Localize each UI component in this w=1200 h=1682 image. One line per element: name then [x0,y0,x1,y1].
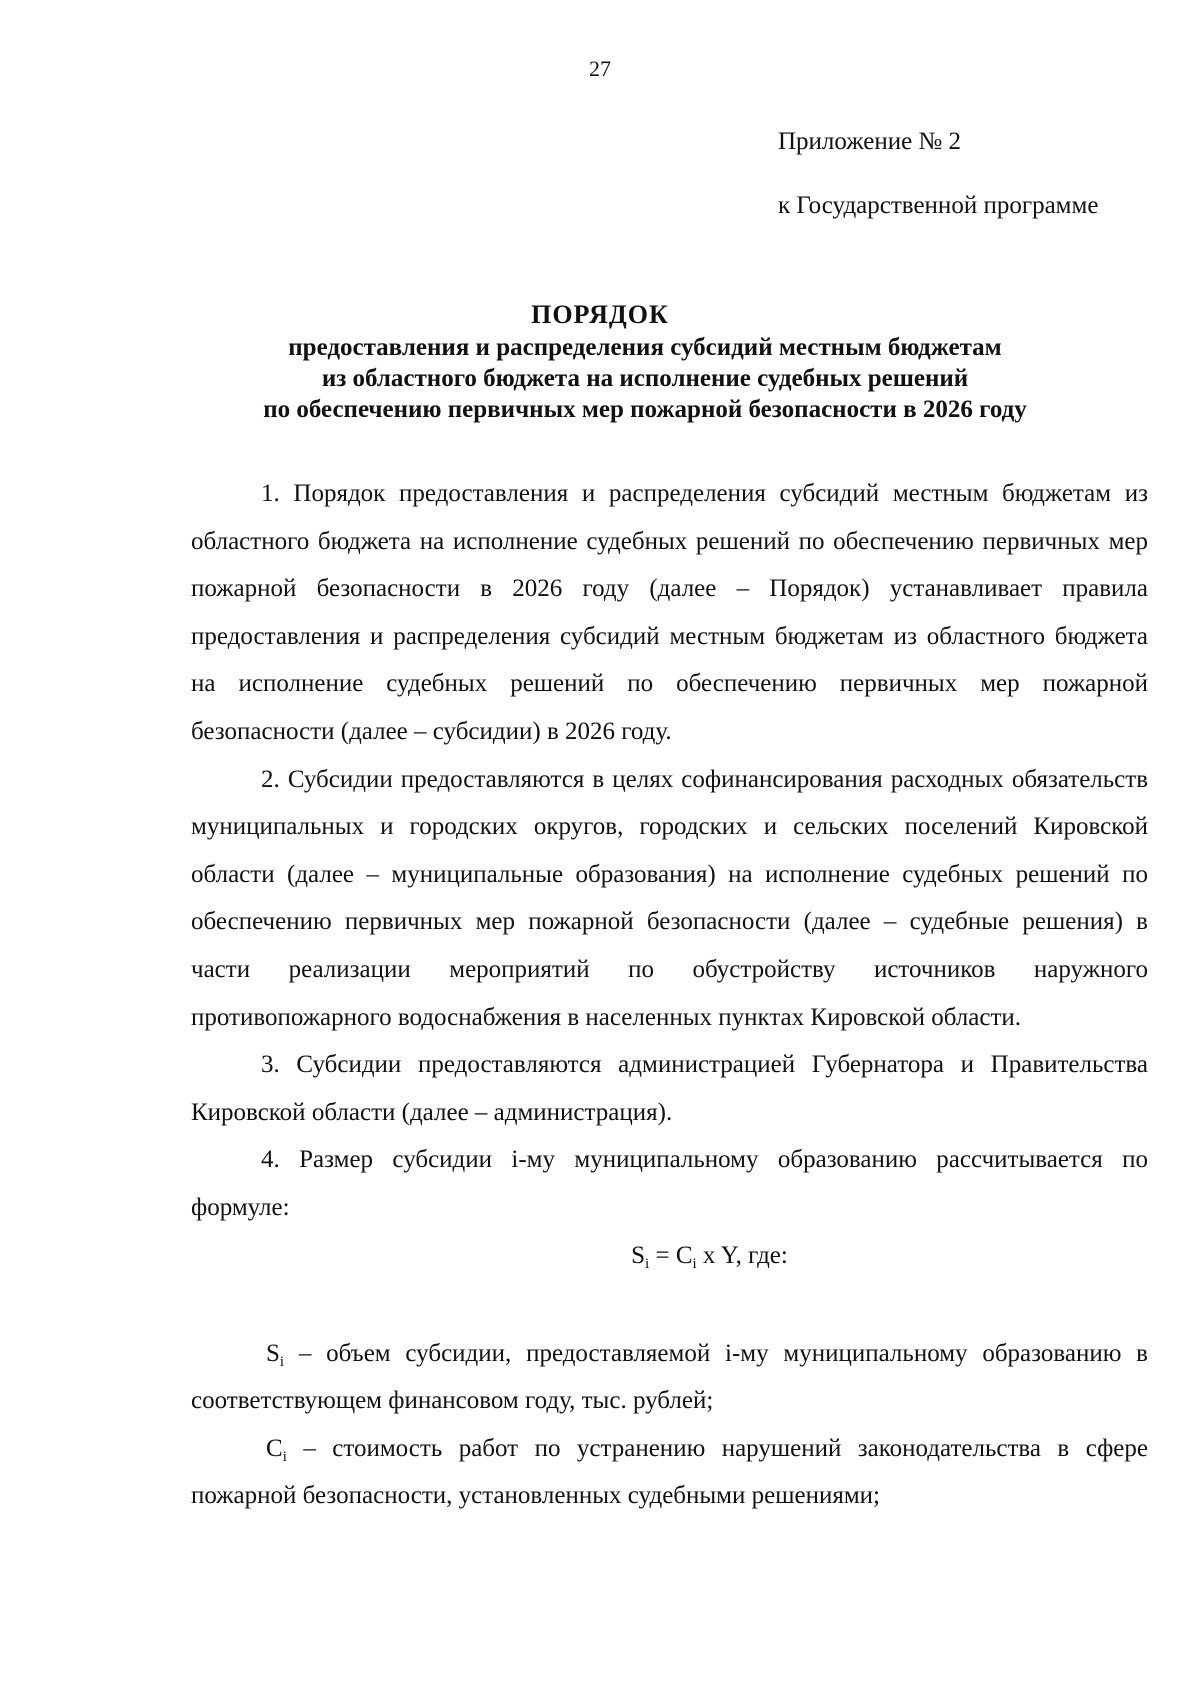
title-line-1: предоставления и распределения субсидий местным бюджетам [288,334,1002,361]
formula-s: S [631,1241,646,1269]
definition-ci [191,1425,1148,1520]
paragraph-2: 2. Субсидии предоставляются в целях софинансирования расходных обязательств муниципальных и городских округов, городских и сельских поселений Кировской области (далее – муниципальные образования) на исполнение судебных решений по обеспечению первичных мер пожарной безопасности (далее – судебные решения) в части реализации мероприятий по обустройству источников наружного противопожарного водоснабжения в населенных пунктах Кировской области. [191,765,1148,1031]
appendix-number: Приложение № 2 [778,128,962,155]
paragraph-3: 3. Субсидии предоставляются администрацией Губернатора и Правительства Кировской области (далее – администрация). [191,1051,1148,1126]
paragraph-1: 1. Порядок предоставления и распределения субсидий местным бюджетам из областного бюджета на исполнение судебных решений по обеспечению первичных мер пожарной безопасности в 2026 году (далее – Порядок) устанавливает правила предоставления и распределения субсидий местным бюджетам из областного бюджета на исполнение судебных решений по обеспечению первичных мер пожарной безопасности (далее – субсидии) в 2026 году. [191,480,1148,745]
spacer [191,1294,1148,1330]
title-line-2: из областного бюджета на исполнение судебных решений [321,365,969,392]
formula-sub-i2: i [692,1255,697,1272]
title-line-3: по обеспечению первичных мер пожарной безопасности в 2026 году [263,396,1027,423]
document-body [191,470,1148,1520]
formula-rest: x Y, где: [696,1241,788,1269]
def-si-text: – объем субсидии, предоставляемой i-му муниципальному образованию в соответствующем финансовом году, тыс. рублей; [191,1339,1148,1415]
definition-si [191,1330,1148,1425]
page-number: 27 [589,56,611,81]
paragraph-4: 4. Размер субсидии i-му муниципальному образованию рассчитывается по формуле: [191,1146,1148,1221]
def-ci-text: – стоимость работ по устранению нарушений законодательства в сфере пожарной безопасности, установленных судебными решениями; [191,1434,1148,1510]
formula [191,1232,1148,1294]
def-si-symbol: S [266,1339,280,1367]
def-si-sub: i [279,1353,285,1370]
formula-eq: = C [649,1241,693,1269]
formula-sub-i: i [645,1255,650,1272]
appendix-reference: к Государственной программе [778,192,1099,219]
document-title [0,298,1200,425]
def-ci-sub: i [282,1448,287,1465]
title-main: ПОРЯДОК [531,300,669,329]
def-ci-symbol: C [266,1434,283,1462]
